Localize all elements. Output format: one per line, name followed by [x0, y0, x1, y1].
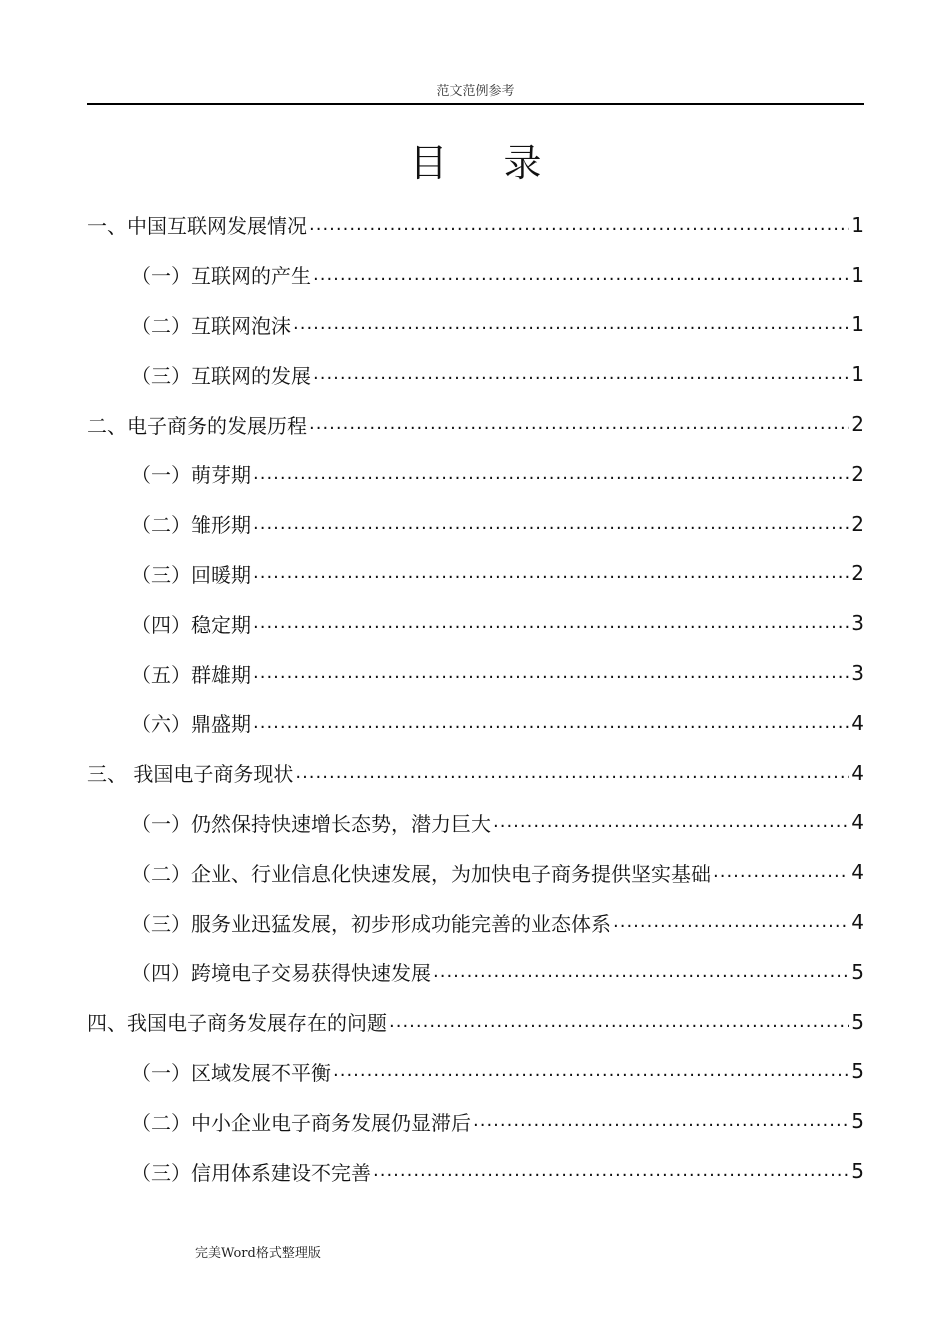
toc-entry[interactable]	[87, 997, 864, 1047]
toc-entry-label: （五）群雄期	[131, 662, 251, 687]
toc-entry-page-number: 2	[851, 461, 864, 486]
toc-entry-page-number: 1	[851, 262, 864, 287]
toc-entry-page-number: 4	[851, 710, 864, 735]
toc-entry-page-number: 4	[851, 810, 864, 835]
toc-entry[interactable]	[87, 1047, 864, 1097]
toc-entry-page-number: 2	[851, 412, 864, 437]
toc-entry[interactable]	[87, 698, 864, 748]
toc-entry-label: （三）回暖期	[131, 562, 251, 587]
toc-dot-leader	[253, 711, 849, 735]
toc-dot-leader	[433, 960, 849, 984]
toc-entry[interactable]	[87, 1096, 864, 1146]
toc-entry-label: （三）互联网的发展	[131, 363, 311, 388]
toc-entry-label: （二）中小企业电子商务发展仍显滞后	[131, 1110, 471, 1135]
toc-dot-leader	[713, 860, 849, 884]
toc-dot-leader	[389, 1010, 849, 1034]
toc-entry-label: 一、中国互联网发展情况	[87, 214, 307, 239]
page-footer: 完美Word格式整理版	[195, 1246, 321, 1261]
toc-entry[interactable]	[87, 250, 864, 300]
toc-entry-page-number: 1	[851, 212, 864, 237]
toc-entry[interactable]	[87, 549, 864, 599]
toc-dot-leader	[613, 910, 849, 934]
toc-entry[interactable]	[87, 748, 864, 798]
toc-entry-page-number: 5	[851, 1059, 864, 1084]
toc-entry-label: （四）跨境电子交易获得快速发展	[131, 961, 431, 986]
table-of-contents	[87, 200, 864, 1196]
toc-dot-leader	[253, 512, 849, 536]
toc-dot-leader	[373, 1159, 849, 1183]
toc-entry-label: （二）互联网泡沫	[131, 313, 291, 338]
toc-entry-page-number: 4	[851, 760, 864, 785]
toc-entry[interactable]	[87, 499, 864, 549]
toc-entry-label: （一）互联网的产生	[131, 264, 311, 289]
toc-entry[interactable]	[87, 947, 864, 997]
toc-entry-page-number: 5	[851, 959, 864, 984]
toc-entry[interactable]	[87, 300, 864, 350]
toc-entry-page-number: 1	[851, 312, 864, 337]
toc-entry[interactable]	[87, 399, 864, 449]
toc-entry[interactable]	[87, 449, 864, 499]
toc-entry-label: 二、电子商务的发展历程	[87, 413, 307, 438]
toc-entry-page-number: 4	[851, 910, 864, 935]
toc-entry-label: 四、我国电子商务发展存在的问题	[87, 1011, 387, 1036]
toc-entry-label: （一）仍然保持快速增长态势，潜力巨大	[131, 811, 491, 836]
toc-entry-page-number: 2	[851, 561, 864, 586]
toc-entry-page-number: 3	[851, 611, 864, 636]
toc-entry-label: （二）雏形期	[131, 513, 251, 538]
toc-dot-leader	[493, 810, 849, 834]
toc-entry-page-number: 3	[851, 661, 864, 686]
toc-entry-label: （三）信用体系建设不完善	[131, 1160, 371, 1185]
toc-dot-leader	[295, 761, 849, 785]
toc-entry[interactable]	[87, 897, 864, 947]
header-divider	[87, 103, 864, 105]
toc-dot-leader	[313, 362, 849, 386]
toc-dot-leader	[309, 213, 849, 237]
toc-entry[interactable]	[87, 798, 864, 848]
toc-entry-label: （二）企业、行业信息化快速发展，为加快电子商务提供坚实基础	[131, 861, 711, 886]
toc-dot-leader	[309, 412, 849, 436]
toc-entry-label: （一）萌芽期	[131, 463, 251, 488]
toc-entry-page-number: 4	[851, 860, 864, 885]
toc-dot-leader	[253, 462, 849, 486]
toc-entry-label: 三、 我国电子商务现状	[87, 762, 294, 787]
toc-entry-label: （六）鼎盛期	[131, 712, 251, 737]
toc-dot-leader	[313, 263, 849, 287]
toc-dot-leader	[253, 561, 849, 585]
toc-entry[interactable]	[87, 1146, 864, 1196]
toc-entry[interactable]	[87, 648, 864, 698]
toc-dot-leader	[253, 661, 849, 685]
toc-entry-label: （三）服务业迅猛发展，初步形成功能完善的业态体系	[131, 911, 611, 936]
toc-entry-page-number: 2	[851, 511, 864, 536]
toc-dot-leader	[333, 1059, 849, 1083]
toc-entry-label: （四）稳定期	[131, 612, 251, 637]
toc-entry[interactable]	[87, 598, 864, 648]
toc-entry[interactable]	[87, 847, 864, 897]
toc-entry-page-number: 5	[851, 1159, 864, 1184]
toc-entry-page-number: 5	[851, 1109, 864, 1134]
toc-dot-leader	[293, 312, 849, 336]
toc-entry[interactable]	[87, 349, 864, 399]
toc-dot-leader	[253, 611, 849, 635]
toc-dot-leader	[473, 1109, 849, 1133]
toc-entry-page-number: 5	[851, 1009, 864, 1034]
toc-entry-page-number: 1	[851, 362, 864, 387]
toc-entry-label: （一）区域发展不平衡	[131, 1060, 331, 1085]
page-header: 范文范例参考	[436, 84, 515, 99]
toc-title: 目 录	[409, 141, 564, 185]
toc-entry[interactable]	[87, 200, 864, 250]
